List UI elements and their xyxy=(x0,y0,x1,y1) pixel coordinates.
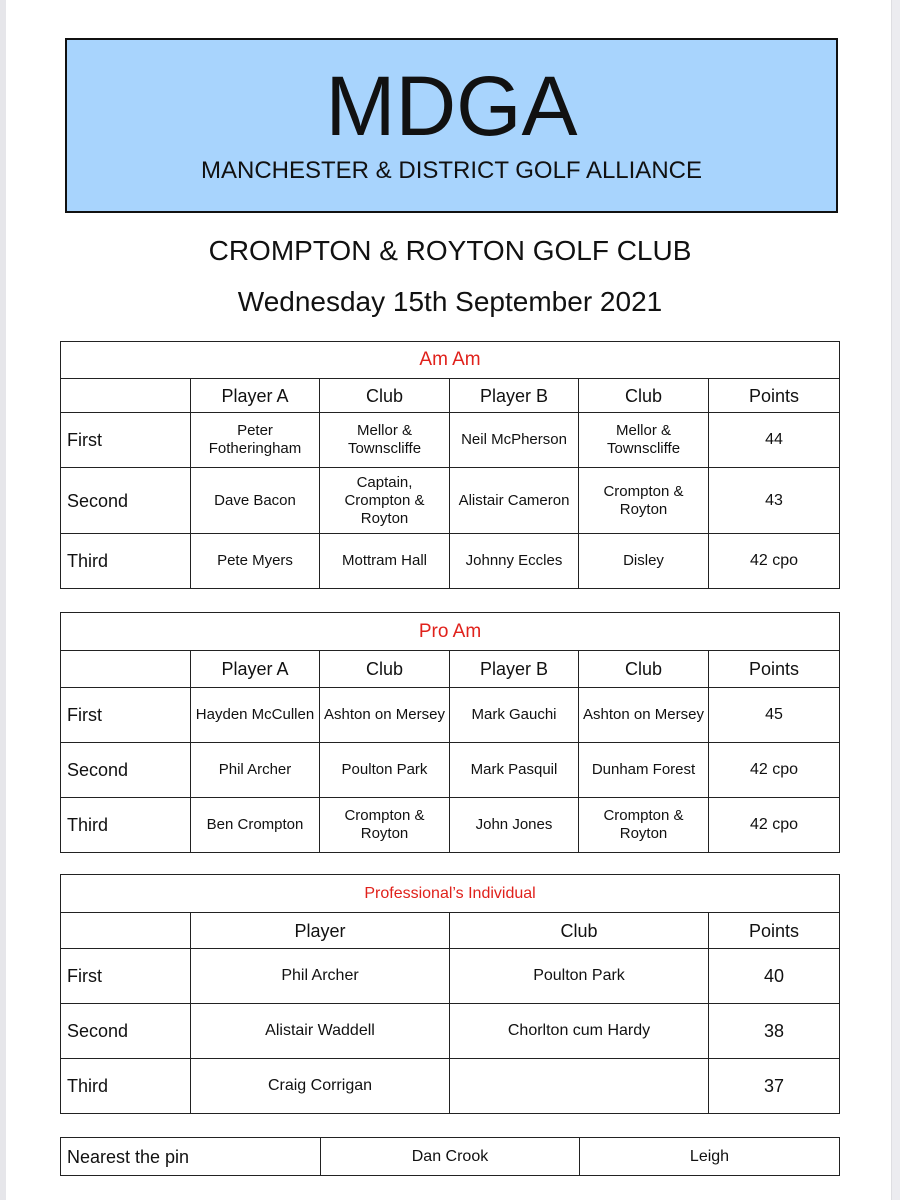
player-b-cell: Neil McPherson xyxy=(450,413,579,468)
table-header-row xyxy=(61,651,840,688)
table-row xyxy=(61,1138,840,1176)
column-header: Club xyxy=(579,651,709,688)
column-header: Player B xyxy=(450,379,579,413)
position-cell: Second xyxy=(61,468,191,534)
player-b-cell: Alistair Cameron xyxy=(450,468,579,534)
nearest-the-pin-table xyxy=(60,1137,840,1176)
player-a-cell: Phil Archer xyxy=(191,743,320,798)
player-a-cell: Hayden McCullen xyxy=(191,688,320,743)
table-row xyxy=(61,798,840,853)
column-header: Player xyxy=(191,913,450,949)
section-title: Professional’s Individual xyxy=(61,875,840,913)
club-b-cell: Crompton & Royton xyxy=(579,798,709,853)
event-date: Wednesday 15th September 2021 xyxy=(237,286,663,317)
table-row xyxy=(61,468,840,534)
column-header: Points xyxy=(709,651,840,688)
column-header: Player A xyxy=(191,379,320,413)
points-cell: 43 xyxy=(709,468,840,534)
player-b-cell: Johnny Eccles xyxy=(450,534,579,589)
column-header: Player A xyxy=(191,651,320,688)
header-subtitle: MANCHESTER & DISTRICT GOLF ALLIANCE xyxy=(201,157,702,184)
points-cell: 45 xyxy=(709,688,840,743)
table-title-row xyxy=(61,342,840,379)
position-cell: Third xyxy=(61,534,191,589)
club-a-cell: Poulton Park xyxy=(320,743,450,798)
column-header: Club xyxy=(450,913,709,949)
pro-am-table xyxy=(60,612,840,853)
points-cell: 38 xyxy=(709,1004,840,1059)
club-b-cell: Disley xyxy=(579,534,709,589)
position-cell: Third xyxy=(61,798,191,853)
table-row xyxy=(61,1004,840,1059)
am-am-table xyxy=(60,341,840,589)
position-cell: First xyxy=(61,413,191,468)
club-b-cell: Dunham Forest xyxy=(579,743,709,798)
player-b-cell: Mark Pasquil xyxy=(450,743,579,798)
column-header xyxy=(61,913,191,949)
position-cell: First xyxy=(61,688,191,743)
venue-title: CROMPTON & ROYTON GOLF CLUB xyxy=(208,235,692,266)
section-title: Am Am xyxy=(61,342,840,379)
position-cell: Second xyxy=(61,743,191,798)
player-cell: Phil Archer xyxy=(191,949,450,1004)
points-cell: 40 xyxy=(709,949,840,1004)
player-cell: Alistair Waddell xyxy=(191,1004,450,1059)
club-cell xyxy=(450,1059,709,1114)
table-row xyxy=(61,688,840,743)
table-title-row xyxy=(61,875,840,913)
position-cell: First xyxy=(61,949,191,1004)
table-row xyxy=(61,413,840,468)
column-header xyxy=(61,379,191,413)
club-a-cell: Crompton & Royton xyxy=(320,798,450,853)
page-edge-left xyxy=(0,0,6,1200)
table-row xyxy=(61,949,840,1004)
player-a-cell: Pete Myers xyxy=(191,534,320,589)
position-cell: Second xyxy=(61,1004,191,1059)
professionals-individual-table xyxy=(60,874,840,1114)
column-header: Club xyxy=(320,379,450,413)
club-a-cell: Mellor & Townscliffe xyxy=(320,413,450,468)
header-title: MDGA xyxy=(325,59,578,153)
column-header: Club xyxy=(320,651,450,688)
player-a-cell: Dave Bacon xyxy=(191,468,320,534)
player-b-cell: Mark Gauchi xyxy=(450,688,579,743)
header-banner xyxy=(65,38,838,213)
player-b-cell: John Jones xyxy=(450,798,579,853)
column-header xyxy=(61,651,191,688)
player-a-cell: Ben Crompton xyxy=(191,798,320,853)
column-header: Points xyxy=(709,379,840,413)
column-header: Club xyxy=(579,379,709,413)
page-edge-right xyxy=(891,0,900,1200)
club-b-cell: Mellor & Townscliffe xyxy=(579,413,709,468)
player-a-cell: Peter Fotheringham xyxy=(191,413,320,468)
club-cell: Chorlton cum Hardy xyxy=(450,1004,709,1059)
points-cell: 42 cpo xyxy=(709,743,840,798)
club-b-cell: Ashton on Mersey xyxy=(579,688,709,743)
nearest-the-pin-player: Dan Crook xyxy=(321,1138,580,1176)
nearest-the-pin-label: Nearest the pin xyxy=(61,1138,321,1176)
section-title: Pro Am xyxy=(61,613,840,651)
column-header: Points xyxy=(709,913,840,949)
points-cell: 42 cpo xyxy=(709,534,840,589)
table-header-row xyxy=(61,913,840,949)
table-title-row xyxy=(61,613,840,651)
player-cell: Craig Corrigan xyxy=(191,1059,450,1114)
club-a-cell: Mottram Hall xyxy=(320,534,450,589)
points-cell: 44 xyxy=(709,413,840,468)
table-header-row xyxy=(61,379,840,413)
table-row xyxy=(61,534,840,589)
nearest-the-pin-club: Leigh xyxy=(580,1138,840,1176)
table-row xyxy=(61,1059,840,1114)
column-header: Player B xyxy=(450,651,579,688)
table-row xyxy=(61,743,840,798)
position-cell: Third xyxy=(61,1059,191,1114)
club-a-cell: Captain, Crompton & Royton xyxy=(320,468,450,534)
club-cell: Poulton Park xyxy=(450,949,709,1004)
club-a-cell: Ashton on Mersey xyxy=(320,688,450,743)
club-b-cell: Crompton & Royton xyxy=(579,468,709,534)
points-cell: 42 cpo xyxy=(709,798,840,853)
points-cell: 37 xyxy=(709,1059,840,1114)
